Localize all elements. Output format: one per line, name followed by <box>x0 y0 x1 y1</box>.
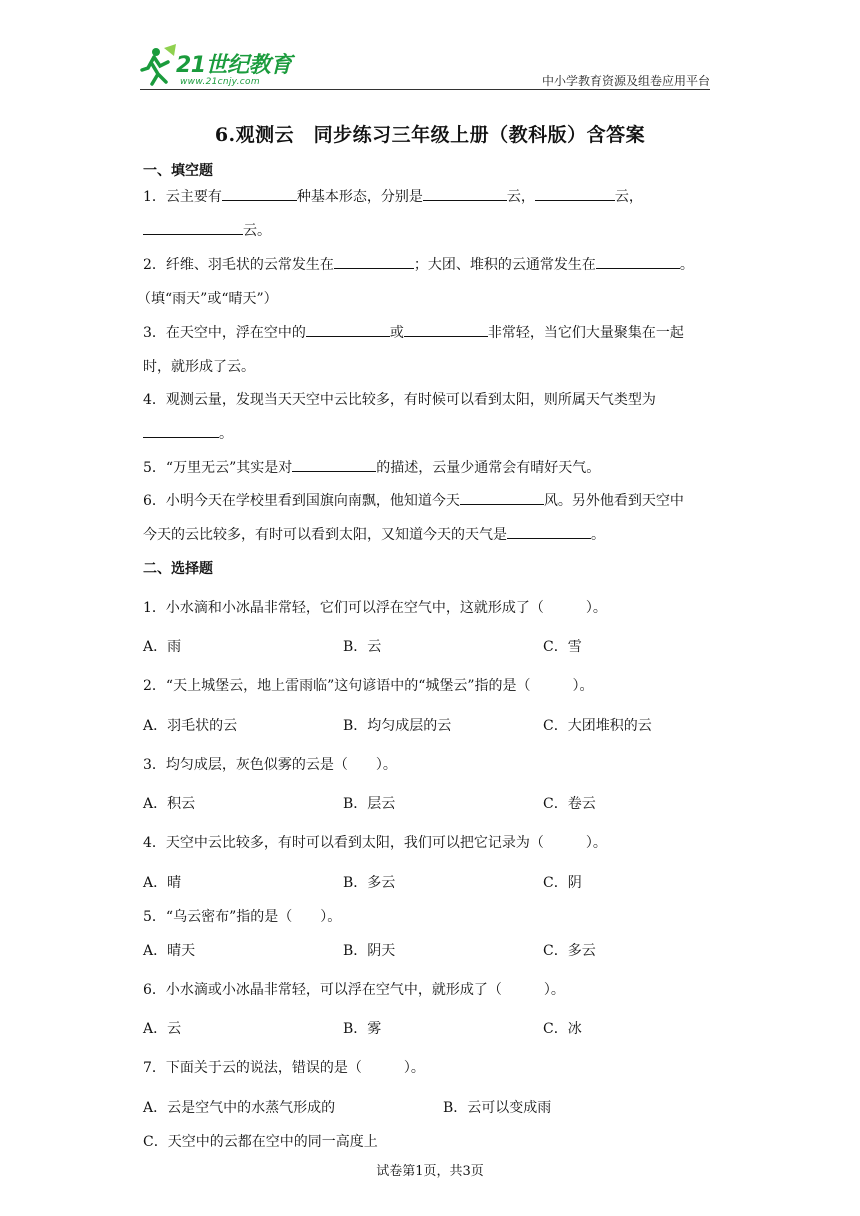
mc-question-stem: 3．均匀成层，灰色似雾的云是（ ）。 <box>143 757 397 773</box>
answer-blank[interactable] <box>334 254 414 269</box>
mc-question-stem: 6．小水滴或小冰晶非常轻，可以浮在空气中，就形成了（ ）。 <box>143 982 565 998</box>
q1-line1 <box>143 186 643 206</box>
q1-text-d: 云， <box>614 189 643 205</box>
q1-line2 <box>143 220 271 240</box>
mc-option[interactable]: B．云可以变成雨 <box>443 1100 552 1116</box>
mc-question-stem: 2．“天上城堡云，地上雷雨临”这句谚语中的“城堡云”指的是（ ）。 <box>143 678 594 694</box>
page-header <box>0 0 860 96</box>
q3-text-c: 非常轻，当它们大量聚集在一起 <box>487 325 684 341</box>
q5-text-a: 5．“万里无云”其实是对 <box>143 460 293 476</box>
mc-option[interactable]: A．云 <box>143 1021 182 1037</box>
q1-text-e: 云。 <box>243 223 271 239</box>
q2-text-a: 2．纤维、羽毛状的云常发生在 <box>143 257 334 273</box>
answer-blank[interactable] <box>460 490 544 505</box>
site-logo <box>140 44 320 94</box>
q4-text-b: 。 <box>219 426 233 442</box>
answer-blank[interactable] <box>143 423 219 438</box>
q1-text-c: 云， <box>506 189 535 205</box>
answer-blank[interactable] <box>143 220 243 235</box>
answer-blank[interactable] <box>404 322 488 337</box>
mc-option[interactable]: A．积云 <box>143 796 196 812</box>
runner-icon <box>140 44 180 88</box>
mc-option[interactable]: B．均匀成层的云 <box>343 718 452 734</box>
q2-text-b: ；大团、堆积的云通常发生在 <box>413 257 596 273</box>
q5-text-b: 的描述，云量少通常会有晴好天气。 <box>376 460 601 476</box>
mc-option[interactable]: C．天空中的云都在空中的同一高度上 <box>143 1134 378 1150</box>
header-divider <box>140 89 710 90</box>
mc-option[interactable]: B．阴天 <box>343 943 396 959</box>
q6-line2 <box>143 524 605 544</box>
q2-text-c: 。 <box>679 257 694 273</box>
q1-text-a: 1．云主要有 <box>143 189 222 205</box>
mc-option[interactable]: C．卷云 <box>543 796 596 812</box>
answer-blank[interactable] <box>222 186 297 201</box>
q4-line1: 4．观测云量，发现当天天空中云比较多，有时候可以看到太阳，则所属天气类型为 <box>143 392 656 408</box>
platform-name: 中小学教育资源及组卷应用平台 <box>541 74 710 88</box>
q5-line1 <box>143 457 600 477</box>
mc-option[interactable]: B．层云 <box>343 796 396 812</box>
q6-text-b: 风。另外他看到天空中 <box>543 493 684 509</box>
q3-text-b: 或 <box>389 325 404 341</box>
logo-url: www.21cnjy.com <box>180 77 260 87</box>
mc-option[interactable]: C．雪 <box>543 639 582 655</box>
mc-option[interactable]: C．多云 <box>543 943 596 959</box>
mc-option[interactable]: C．大团堆积的云 <box>543 718 652 734</box>
answer-blank[interactable] <box>292 457 376 472</box>
mc-option[interactable]: A．羽毛状的云 <box>143 718 238 734</box>
mc-option[interactable]: A．晴 <box>143 875 182 891</box>
mc-question-stem: 1．小水滴和小冰晶非常轻，它们可以浮在空气中，这就形成了（ ）。 <box>143 600 607 616</box>
mc-question-stem: 7．下面关于云的说法，错误的是（ ）。 <box>143 1060 425 1076</box>
q4-line2 <box>143 423 233 443</box>
q6-text-c: 今天的云比较多，有时可以看到太阳，又知道今天的天气是 <box>143 527 507 543</box>
mc-question-stem: 4．天空中云比较多，有时可以看到太阳，我们可以把它记录为（ ）。 <box>143 835 607 851</box>
page-title: 6.观测云 同步练习三年级上册（教科版）含答案 <box>214 124 646 146</box>
q2-note: （填“雨天”或“晴天”） <box>137 291 278 307</box>
q3-text-a: 3．在天空中，浮在空中的 <box>143 325 306 341</box>
q6-text-d: 。 <box>591 527 605 543</box>
mc-option[interactable]: B．多云 <box>343 875 396 891</box>
mc-option[interactable]: A．晴天 <box>143 943 196 959</box>
q6-text-a: 6．小明今天在学校里看到国旗向南飘，他知道今天 <box>143 493 460 509</box>
section-heading-multiple-choice: 二、选择题 <box>143 561 213 577</box>
mc-option[interactable]: A．云是空气中的水蒸气形成的 <box>143 1100 336 1116</box>
mc-option[interactable]: A．雨 <box>143 639 182 655</box>
mc-option[interactable]: C．冰 <box>543 1021 582 1037</box>
mc-option[interactable]: B．云 <box>343 639 382 655</box>
answer-blank[interactable] <box>306 322 390 337</box>
q3-line1 <box>143 322 684 342</box>
answer-blank[interactable] <box>596 254 680 269</box>
section-heading-fill-blank: 一、填空题 <box>143 163 213 179</box>
logo-text: 21世纪教育 <box>176 53 292 78</box>
answer-blank[interactable] <box>535 186 615 201</box>
answer-blank[interactable] <box>423 186 507 201</box>
q6-line1 <box>143 490 684 510</box>
answer-blank[interactable] <box>507 524 591 539</box>
mc-question-stem: 5．“乌云密布”指的是（ ）。 <box>143 909 342 925</box>
mc-option[interactable]: B．雾 <box>343 1021 382 1037</box>
page-footer: 试卷第1页，共3页 <box>376 1164 484 1179</box>
q2-line1 <box>143 254 694 274</box>
mc-option[interactable]: C．阴 <box>543 875 582 891</box>
q3-line2: 时，就形成了云。 <box>143 359 255 375</box>
q1-text-b: 种基本形态，分别是 <box>296 189 423 205</box>
